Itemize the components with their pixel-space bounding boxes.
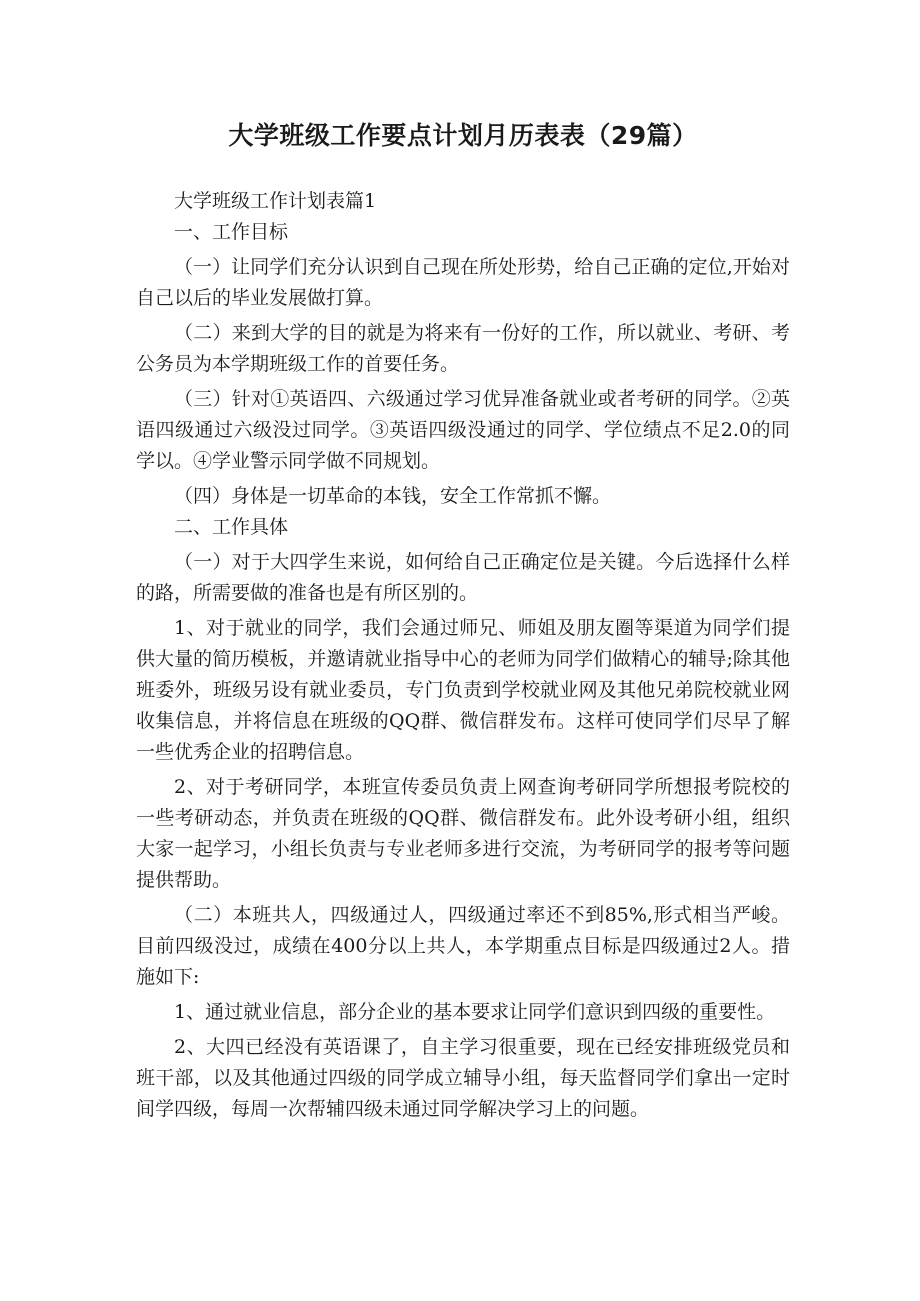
paragraph: 1、通过就业信息，部分企业的基本要求让同学们意识到四级的重要性。 — [174, 1001, 776, 1023]
document-body — [136, 186, 790, 1125]
paragraph: （一）让同学们充分认识到自己现在所处形势，给自己正确的定位,开始对自己以后的毕业发展做打算。 — [136, 256, 790, 309]
section-heading-goals: 一、工作目标 — [174, 221, 289, 243]
paragraph: （一）对于大四学生来说，如何给自己正确定位是关键。今后选择什么样的路，所需要做的准备也是有所区别的。 — [136, 551, 790, 604]
paragraph: （三）针对①英语四、六级通过学习优异准备就业或者考研的同学。②英语四级通过六级没过同学。③英语四级没通过的同学、学位绩点不足2.0的同学以。④学业警示同学做不同规划。 — [136, 388, 790, 472]
paragraph: （四）身体是一切革命的本钱，安全工作常抓不懈。 — [174, 485, 612, 507]
paragraph: （二）来到大学的目的就是为将来有一份好的工作，所以就业、考研、考公务员为本学期班级工作的首要任务。 — [136, 322, 790, 375]
paragraph: （二）本班共人，四级通过人，四级通过率还不到85%,形式相当严峻。目前四级没过，成绩在400分以上共人，本学期重点目标是四级通过2人。措施如下: — [136, 904, 790, 988]
paragraph: 1、对于就业的同学，我们会通过师兄、师姐及朋友圈等渠道为同学们提供大量的简历模板，并邀请就业指导中心的老师为同学们做精心的辅导;除其他班委外，班级另设有就业委员，专门负责到学校就业网及其他兄弟院校就业网收集信息，并将信息在班级的QQ群、微信群发布。这样可使同学们尽早了解一些优秀企业的招聘信息。 — [136, 617, 790, 763]
section-heading-details: 二、工作具体 — [174, 516, 289, 538]
paragraph: 2、大四已经没有英语课了，自主学习很重要，现在已经安排班级党员和班干部，以及其他通过四级的同学成立辅导小组，每天监督同学们拿出一定时间学四级，每周一次帮辅四级未通过同学解决学习上的问题。 — [136, 1036, 790, 1120]
document-title: 大学班级工作要点计划月历表表（29篇） — [228, 121, 698, 150]
paragraph: 2、对于考研同学，本班宣传委员负责上网查询考研同学所想报考院校的一些考研动态，并负责在班级的QQ群、微信群发布。此外设考研小组，组织大家一起学习，小组长负责与专业老师多进行交流，为考研同学的报考等问题提供帮助。 — [136, 776, 790, 891]
section-heading-plan: 大学班级工作计划表篇1 — [174, 190, 377, 212]
